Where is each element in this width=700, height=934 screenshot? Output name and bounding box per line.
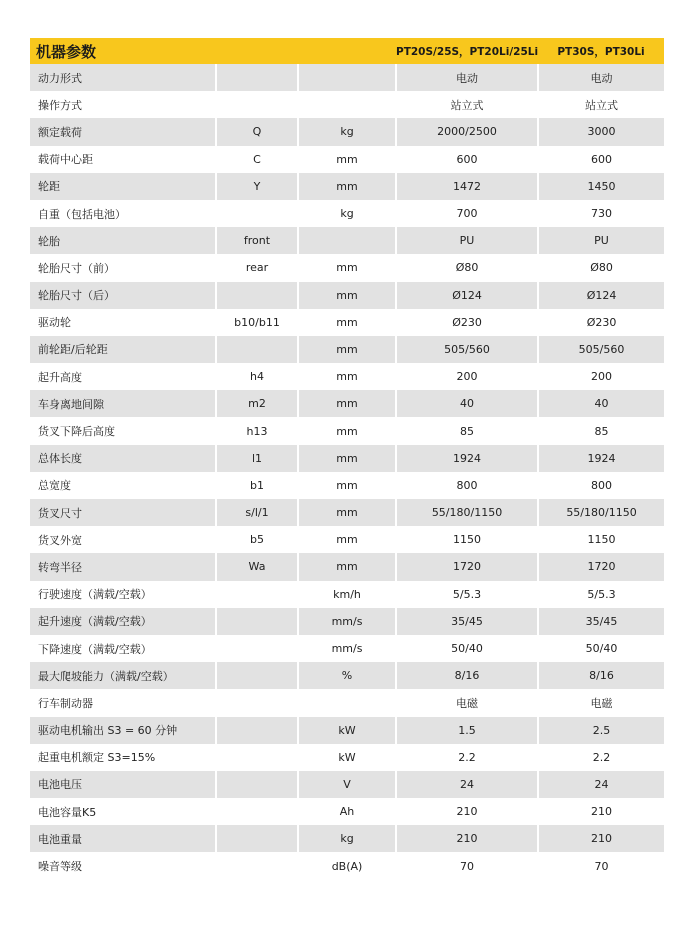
param-name: 驱动电机输出 S3 = 60 分钟 [30, 717, 216, 744]
value-model-1: Ø80 [396, 254, 538, 281]
table-row [30, 553, 664, 580]
param-symbol [216, 336, 298, 363]
table-row [30, 227, 664, 254]
param-unit: mm [298, 146, 396, 173]
param-unit: kW [298, 717, 396, 744]
table-row [30, 445, 664, 472]
table-row [30, 472, 664, 499]
table-row [30, 744, 664, 771]
model-header-1: PT20S/25S，PT20Li/25Li [396, 45, 539, 58]
value-model-2: Ø230 [538, 309, 664, 336]
param-unit: mm/s [298, 635, 396, 662]
param-unit: mm/s [298, 608, 396, 635]
value-model-1: 1472 [396, 173, 538, 200]
value-model-2: 55/180/1150 [538, 499, 664, 526]
table-row [30, 64, 664, 91]
value-model-1: 700 [396, 200, 538, 227]
param-name: 车身离地间隙 [30, 390, 216, 417]
table-row [30, 390, 664, 417]
param-unit: kg [298, 825, 396, 852]
table-row [30, 689, 664, 716]
value-model-1: 800 [396, 472, 538, 499]
table-row [30, 526, 664, 553]
value-model-2: 600 [538, 146, 664, 173]
table-row [30, 771, 664, 798]
table-title: 机器参数 [36, 42, 97, 61]
param-symbol [216, 744, 298, 771]
table-row [30, 825, 664, 852]
value-model-1: 210 [396, 825, 538, 852]
table-row [30, 200, 664, 227]
value-model-1: PU [396, 227, 538, 254]
table-row [30, 91, 664, 118]
value-model-2: 800 [538, 472, 664, 499]
param-name: 货叉外宽 [30, 526, 216, 553]
param-symbol: l1 [216, 445, 298, 472]
value-model-1: 35/45 [396, 608, 538, 635]
value-model-1: 55/180/1150 [396, 499, 538, 526]
param-symbol: h13 [216, 417, 298, 444]
param-unit: V [298, 771, 396, 798]
param-name: 电池重量 [30, 825, 216, 852]
value-model-1: 5/5.3 [396, 581, 538, 608]
table-row [30, 336, 664, 363]
param-symbol: C [216, 146, 298, 173]
param-unit: mm [298, 499, 396, 526]
param-symbol: m2 [216, 390, 298, 417]
param-unit: mm [298, 336, 396, 363]
param-symbol [216, 852, 298, 879]
param-symbol: Q [216, 118, 298, 145]
table-row [30, 118, 664, 145]
param-symbol [216, 91, 298, 118]
param-symbol [216, 771, 298, 798]
value-model-2: 2.5 [538, 717, 664, 744]
value-model-2: 1450 [538, 173, 664, 200]
param-name: 前轮距/后轮距 [30, 336, 216, 363]
param-symbol [216, 798, 298, 825]
param-name: 起升速度（满载/空载） [30, 608, 216, 635]
param-unit: km/h [298, 581, 396, 608]
param-unit: kg [298, 118, 396, 145]
spec-sheet [30, 38, 664, 880]
table-row [30, 173, 664, 200]
param-name: 噪音等级 [30, 852, 216, 879]
value-model-1: 2.2 [396, 744, 538, 771]
param-unit: kg [298, 200, 396, 227]
value-model-2: 70 [538, 852, 664, 879]
value-model-1: 70 [396, 852, 538, 879]
value-model-2: 8/16 [538, 662, 664, 689]
param-name: 驱动轮 [30, 309, 216, 336]
param-unit [298, 227, 396, 254]
param-name: 自重（包括电池） [30, 200, 216, 227]
table-row [30, 254, 664, 281]
param-unit: mm [298, 282, 396, 309]
value-model-1: 2000/2500 [396, 118, 538, 145]
table-row [30, 417, 664, 444]
value-model-2: 1720 [538, 553, 664, 580]
param-unit: mm [298, 173, 396, 200]
param-symbol [216, 825, 298, 852]
value-model-1: 40 [396, 390, 538, 417]
param-unit: mm [298, 417, 396, 444]
value-model-1: 85 [396, 417, 538, 444]
value-model-1: 505/560 [396, 336, 538, 363]
value-model-2: 200 [538, 363, 664, 390]
spec-table [30, 38, 664, 880]
param-symbol [216, 581, 298, 608]
param-symbol [216, 608, 298, 635]
table-header [30, 38, 664, 64]
param-name: 载荷中心距 [30, 146, 216, 173]
value-model-1: 600 [396, 146, 538, 173]
param-symbol: h4 [216, 363, 298, 390]
param-symbol [216, 635, 298, 662]
value-model-1: 50/40 [396, 635, 538, 662]
param-name: 最大爬坡能力（满载/空载） [30, 662, 216, 689]
value-model-2: 505/560 [538, 336, 664, 363]
value-model-2: 40 [538, 390, 664, 417]
param-symbol: rear [216, 254, 298, 281]
table-row [30, 309, 664, 336]
value-model-1: Ø124 [396, 282, 538, 309]
param-symbol: front [216, 227, 298, 254]
table-row [30, 798, 664, 825]
value-model-2: 210 [538, 798, 664, 825]
param-name: 总宽度 [30, 472, 216, 499]
param-symbol [216, 282, 298, 309]
table-row [30, 282, 664, 309]
value-model-2: 2.2 [538, 744, 664, 771]
param-name: 额定载荷 [30, 118, 216, 145]
param-symbol: Wa [216, 553, 298, 580]
value-model-2: 35/45 [538, 608, 664, 635]
value-model-2: Ø80 [538, 254, 664, 281]
table-row [30, 608, 664, 635]
param-symbol: s/l/1 [216, 499, 298, 526]
value-model-1: 站立式 [396, 91, 538, 118]
param-name: 动力形式 [30, 64, 216, 91]
value-model-1: 210 [396, 798, 538, 825]
value-model-2: 210 [538, 825, 664, 852]
param-symbol [216, 662, 298, 689]
param-unit [298, 689, 396, 716]
table-row [30, 635, 664, 662]
param-unit: mm [298, 390, 396, 417]
param-symbol: b10/b11 [216, 309, 298, 336]
table-row [30, 499, 664, 526]
param-name: 行驶速度（满载/空载） [30, 581, 216, 608]
param-name: 转弯半径 [30, 553, 216, 580]
param-name: 货叉尺寸 [30, 499, 216, 526]
value-model-1: 1.5 [396, 717, 538, 744]
value-model-2: Ø124 [538, 282, 664, 309]
value-model-2: 1924 [538, 445, 664, 472]
param-unit: mm [298, 526, 396, 553]
table-row [30, 852, 664, 879]
param-unit [298, 91, 396, 118]
param-unit: mm [298, 445, 396, 472]
param-symbol [216, 717, 298, 744]
param-name: 起升高度 [30, 363, 216, 390]
table-row [30, 662, 664, 689]
param-name: 轮胎尺寸（后） [30, 282, 216, 309]
value-model-2: 5/5.3 [538, 581, 664, 608]
param-unit [298, 64, 396, 91]
value-model-1: Ø230 [396, 309, 538, 336]
param-name: 轮胎尺寸（前） [30, 254, 216, 281]
param-name: 电池容量K5 [30, 798, 216, 825]
table-row [30, 363, 664, 390]
param-symbol: b1 [216, 472, 298, 499]
param-symbol: b5 [216, 526, 298, 553]
param-symbol [216, 64, 298, 91]
value-model-1: 电磁 [396, 689, 538, 716]
param-unit: Ah [298, 798, 396, 825]
value-model-2: 50/40 [538, 635, 664, 662]
param-name: 起重电机额定 S3=15% [30, 744, 216, 771]
value-model-2: 3000 [538, 118, 664, 145]
param-name: 轮距 [30, 173, 216, 200]
value-model-2: 730 [538, 200, 664, 227]
param-symbol: Y [216, 173, 298, 200]
table-row [30, 146, 664, 173]
value-model-1: 8/16 [396, 662, 538, 689]
value-model-2: 电磁 [538, 689, 664, 716]
param-unit: kW [298, 744, 396, 771]
param-unit: mm [298, 472, 396, 499]
value-model-2: 1150 [538, 526, 664, 553]
param-symbol [216, 200, 298, 227]
value-model-2: 电动 [538, 64, 664, 91]
value-model-2: 24 [538, 771, 664, 798]
param-name: 总体长度 [30, 445, 216, 472]
value-model-1: 1924 [396, 445, 538, 472]
param-symbol [216, 689, 298, 716]
value-model-2: 站立式 [538, 91, 664, 118]
table-row [30, 717, 664, 744]
table-row [30, 581, 664, 608]
param-unit: mm [298, 309, 396, 336]
param-unit: % [298, 662, 396, 689]
value-model-1: 1720 [396, 553, 538, 580]
param-name: 电池电压 [30, 771, 216, 798]
param-unit: mm [298, 254, 396, 281]
param-unit: mm [298, 553, 396, 580]
model-header-2: PT30S，PT30Li [557, 45, 645, 58]
value-model-1: 电动 [396, 64, 538, 91]
value-model-1: 24 [396, 771, 538, 798]
param-unit: dB(A) [298, 852, 396, 879]
param-unit: mm [298, 363, 396, 390]
value-model-1: 1150 [396, 526, 538, 553]
value-model-2: PU [538, 227, 664, 254]
param-name: 行车制动器 [30, 689, 216, 716]
param-name: 货叉下降后高度 [30, 417, 216, 444]
value-model-2: 85 [538, 417, 664, 444]
param-name: 下降速度（满载/空载） [30, 635, 216, 662]
table-body [30, 64, 664, 880]
value-model-1: 200 [396, 363, 538, 390]
param-name: 轮胎 [30, 227, 216, 254]
param-name: 操作方式 [30, 91, 216, 118]
